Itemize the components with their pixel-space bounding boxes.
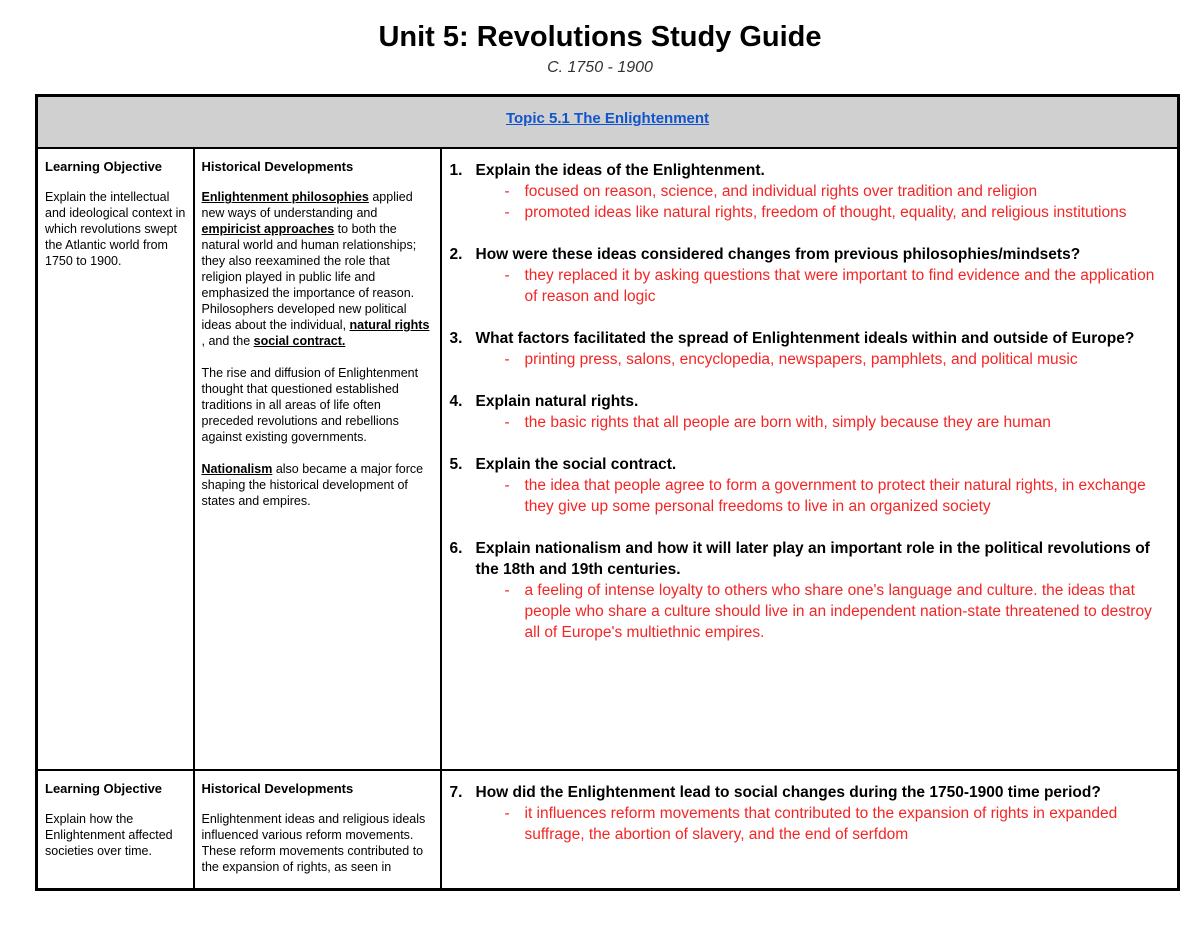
key-term: social contract. [253,334,346,349]
answer-item [505,475,1168,517]
question-body [476,538,1168,643]
learning-objective-cell [37,148,194,770]
question-number: 2. [449,246,463,264]
question-text: How were these ideas considered changes from previous philosophies/mindsets? [475,246,1081,264]
learning-objective-cell [37,770,194,889]
learning-objective-text: Explain how the Enlightenment affected societies over time. [45,812,173,859]
question-number: 4. [449,393,463,411]
learning-objective-heading: Learning Objective [45,781,163,797]
question-item [450,391,1168,433]
dash-bullet: - [504,477,510,495]
questions-cell [441,770,1179,889]
topic-link[interactable]: Topic 5.1 The Enlightenment [505,110,710,128]
historical-developments-text [202,811,433,875]
page-title: Unit 5: Revolutions Study Guide [378,21,822,53]
historical-developments-text [202,189,433,509]
dash-bullet: - [504,183,510,201]
answer-item [505,580,1168,643]
table-row [37,148,1179,770]
question-item [450,782,1168,845]
learning-objective-heading: Learning Objective [45,159,163,175]
answer-text: it influences reform movements that contributed to the expansion of rights in expanded suffrage, the abortion of slavery, and the end of serfdom [524,805,1118,844]
answer-text: the basic rights that all people are born with, simply because they are human [524,414,1051,432]
question-body [476,244,1168,307]
clipped-content [202,781,433,875]
answer-item [505,803,1168,845]
body-text: The rise and diffusion of Enlightenment thought that questioned established traditions in all areas of life often preceded revolutions and rebellions against existing governments. [201,366,419,445]
question-number: 6. [449,540,463,558]
answer-text: focused on reason, science, and individual rights over tradition and religion [524,183,1038,201]
body-text: Enlightenment ideas and religious ideals influenced various reform movements. These reform movements contributed to the expansion of rights, as seen in [201,812,426,875]
study-guide-table [35,94,1180,891]
question-number: 5. [449,456,463,474]
question-item [450,538,1168,643]
question-number: 7. [449,784,463,802]
topic-header-row [37,95,1179,148]
question-item [450,160,1168,223]
answer-item [505,202,1168,223]
question-item [450,244,1168,307]
dash-bullet: - [504,204,510,222]
answer-text: the idea that people agree to form a government to protect their natural rights, in exchange they give up some personal freedoms to live in an organized society [524,477,1146,516]
question-item [450,328,1168,370]
dash-bullet: - [504,582,510,600]
question-body [476,328,1168,370]
body-text: , and the [201,334,254,349]
dash-bullet: - [504,267,510,285]
key-term: Nationalism [201,462,273,477]
table-row [37,770,1179,889]
key-term: empiricist approaches [201,222,335,237]
answer-text: they replaced it by asking questions that were important to find evidence and the application of reason and logic [524,267,1155,306]
question-text: Explain the social contract. [475,456,677,474]
dash-bullet: - [504,805,510,823]
page-subtitle: C. 1750 - 1900 [547,58,653,76]
key-term: Enlightenment philosophies [201,190,369,205]
body-text: also became a major force shaping the historical development of states and empires. [201,462,424,509]
answer-item [505,265,1168,307]
question-text: How did the Enlightenment lead to social changes during the 1750-1900 time period? [475,784,1101,802]
learning-objective-text: Explain the intellectual and ideological context in which revolutions swept the Atlantic world from 1750 to 1900. [45,190,186,269]
question-text: Explain natural rights. [475,393,639,411]
answer-text: promoted ideas like natural rights, freedom of thought, equality, and religious institutions [524,204,1127,222]
answer-item [505,412,1168,433]
question-item [450,454,1168,517]
answer-text: a feeling of intense loyalty to others who share one's language and culture. the ideas that people who share a culture should live in an independent nation-state threatened to destroy all of Europe's multiethnic empires. [524,582,1152,642]
question-number: 1. [449,162,463,180]
questions-cell [441,148,1179,770]
question-body [476,391,1168,433]
question-body [476,782,1168,845]
question-text: Explain nationalism and how it will later play an important role in the political revolutions of the 18th and 19th centuries. [475,540,1150,579]
key-term: natural rights [349,318,430,333]
question-text: What factors facilitated the spread of Enlightenment ideals within and outside of Europe? [475,330,1135,348]
paragraph [202,461,433,509]
answer-item [505,181,1168,202]
question-text: Explain the ideas of the Enlightenment. [475,162,765,180]
question-number: 3. [449,330,463,348]
historical-developments-cell [194,148,441,770]
question-body [476,454,1168,517]
body-text: applied new ways of understanding and [201,190,413,221]
historical-developments-cell [194,770,441,889]
answer-item [505,349,1168,370]
historical-developments-heading: Historical Developments [201,781,354,797]
dash-bullet: - [504,351,510,369]
paragraph [202,811,433,875]
answer-text: printing press, salons, encyclopedia, newspapers, pamphlets, and political music [524,351,1078,369]
historical-developments-heading: Historical Developments [201,159,354,175]
paragraph [202,189,433,349]
dash-bullet: - [504,414,510,432]
topic-header-cell [37,95,1179,148]
clipped-content [45,781,186,859]
paragraph [202,365,433,445]
question-body [476,160,1168,223]
body-text: to both the natural world and human relationships; they also reexamined the role that religion played in public life and emphasized the importance of reason. Philosophers developed new political ideas about the individual, [201,222,417,333]
